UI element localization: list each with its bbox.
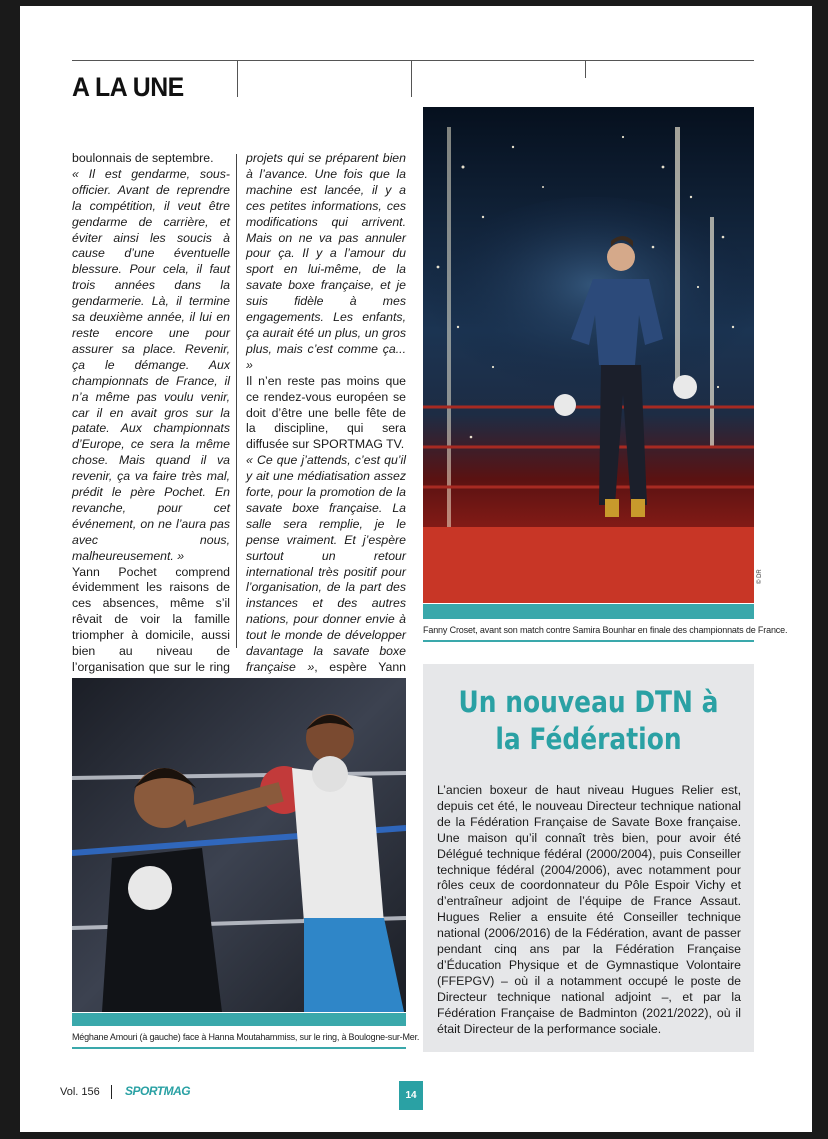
photo-caption: Méghane Amouri (à gauche) face à Hanna Moutahammiss, sur le ring, à Boulogne-sur-Mer. <box>72 1032 420 1042</box>
article-paragraph <box>246 374 406 454</box>
magazine-page <box>20 6 812 1132</box>
photo-caption: Fanny Croset, avant son match contre Samira Bounhar en finale des championnats de France. <box>423 625 788 635</box>
caption-underline <box>423 640 754 642</box>
footer-separator <box>111 1085 112 1099</box>
caption-underline <box>72 1047 406 1049</box>
photo-caption-bar <box>72 1013 406 1026</box>
article-paragraph <box>72 167 230 565</box>
column-divider <box>236 154 237 648</box>
article-quote: « Il est gendarme, sous-officier. Avant de reprendre la compétition, il veut être gendarme de carrière, et éviter ainsi les soucis à cause d’une éventuelle blessure. Pour cela, il faut trois années dans la gendarmerie. Là, il termine sa deuxième année, il lui en reste encore une pour assurer sa place. Revenir, ça le démange. Aux championnats de France, il n’a même pas voulu venir, car il en avait gros sur la patate. Aux championnats d’Europe, ce sera la même chose. Mais quand il va revenir, ça va faire très mal, prédit le père Pochet. En revanche, pour cet événement, on ne l’aura pas avec nous, malheureusement. » <box>72 166 230 563</box>
article-quote: « Ce que j’attends, c’est qu’il y ait une médiatisation assez forte, pour la promotion de la savate boxe française. La salle sera remplie, je le pense vraiment. Et j’espère surtout un retour international très positif pour l’organisation, de la part des instances et des autres nations, pour donner envie à tout le monde de développer davantage la savate boxe française » <box>246 453 406 674</box>
header-divider <box>411 60 412 97</box>
article-text: boulonnais de septembre. <box>72 151 214 165</box>
sidebar-title: Un nouveau DTN à la Fédération <box>458 685 719 756</box>
section-title: A LA UNE <box>72 72 184 102</box>
article-text: Yann Pochet comprend évidemment les raisons de ces absences, même s’il rêvait de voir la famille triompher à domicile, aussi bien au niveau de l’organisation que sur le ring <box>72 564 230 674</box>
header-divider <box>237 60 238 97</box>
page-number: 14 <box>399 1081 423 1110</box>
volume-number: Vol. 156 <box>60 1086 100 1098</box>
sportmag-logo: SPORTMAG <box>125 1084 191 1098</box>
photo-meghane-amouri <box>72 678 406 1012</box>
photo-caption-bar <box>423 604 754 619</box>
article-paragraph <box>246 453 406 708</box>
photo-fanny-croset <box>423 107 754 603</box>
article-text: Il n’en reste pas moins que ce rendez-vous européen se doit d’être une belle fête de la discipline, qui sera diffusée sur SPORTMAG TV. <box>246 373 406 452</box>
article-quote: projets qui se préparent bien à l’avance. Une fois que la machine est lancée, il y a ces petites informations, ces modifications qui arrivent. Mais on ne va pas annuler pour ça. Il y a l’amour du sport en lui-même, de la savate boxe française, et je suis fidèle à mes engagements. Les enfants, ça aurait été un plus, un gros plus, mais c’est comme ça... » <box>246 151 406 372</box>
article-text: , espère Yann <box>314 660 406 674</box>
header-divider <box>585 60 586 78</box>
sidebar-box <box>423 664 754 1052</box>
article-paragraph <box>72 151 230 167</box>
photo-illustration <box>72 678 406 1012</box>
article-column-1 <box>72 151 230 724</box>
article-column-2 <box>246 151 406 708</box>
photo-illustration <box>423 107 754 603</box>
top-rule <box>72 60 754 61</box>
article-paragraph <box>246 151 406 374</box>
sidebar-body: L’ancien boxeur de haut niveau Hugues Relier est, depuis cet été, le nouveau Directeur technique national de la Fédération Française de Savate Boxe française. Une maison qu’il connaît très bien, pour avoir été Délégué technique fédéral (2000/2004), puis Conseiller technique fédéral (2004/2006), avec notamment pour rôles ceux de coordonnateur du Pôle Espoir Vichy et d’entraîneur adjoint de l’équipe de France Assaut. Hugues Relier a ensuite été Conseiller technique national (2006/2016) de la Fédération, avant de passer pendant cinq ans par la Fédération Française d’Éducation Physique et de Gymnastique Volontaire (FFEPGV) – où il a notamment occupé le poste de Directeur technique national adjoint –, et par la Fédération Française de Badminton (2021/2022), où il était Directeur de la performance sociale. <box>437 783 741 1036</box>
photo-credit: © DR <box>757 569 763 584</box>
